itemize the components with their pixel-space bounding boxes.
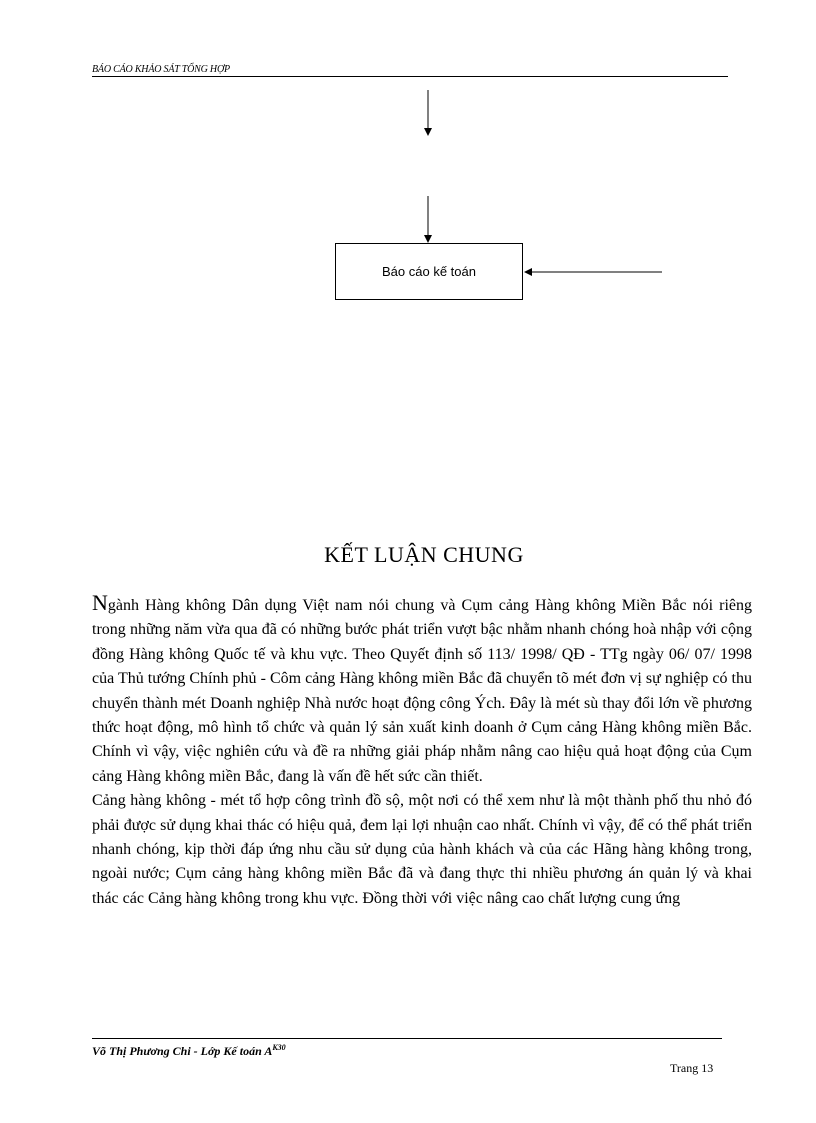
header-title: BÁO CÁO KHẢO SÁT TỔNG HỢP [92,64,230,75]
drop-cap: N [92,590,108,615]
footer-author [92,1043,286,1059]
paragraph-1 [92,592,752,789]
page-number: Trang 13 [670,1061,714,1075]
author-name: Võ Thị Phương Chi - Lớp Kế toán A [92,1044,273,1058]
footer-divider [92,1038,722,1039]
accounting-report-label: Báo cáo kế toán [382,264,476,279]
body-text [92,592,752,911]
paragraph-2: Cảng hàng không - mét tổ hợp công trình đồ sộ, một nơi có thể xem như là một thành phố thu nhỏ đó phải được sử dụng khai thác có hiệu quả, đem lại lợi nhuận cao nhất. Chính vì vậy, để có thể phát triển nhanh chóng, kịp thời đáp ứng nhu cầu sử dụng của hành khách và của các Hãng hàng không trong, ngoài nước; Cụm cảng hàng không miền Bắc đã và đang thực thi nhiều phương án quản lý và khai thác các Cảng hàng không trong khu vực. Đồng thời với việc nâng cao chất lượng cung ứng [92,792,752,907]
paragraph-1-text: gành Hàng không Dân dụng Việt nam nói chung và Cụm cảng Hàng không Miền Bắc nói riêng trong những năm vừa qua đã có những bước phát triển vượt bậc nhằm nhanh chóng hoà nhập với cộng đồng Hàng không Quốc tế và khu vực. Theo Quyết định số 113/ 1998/ QĐ - TTg ngày 06/ 07/ 1998 của Thủ tướng Chính phủ - Côm cảng Hàng không miền Bắc đã chuyển tõ mét đơn vị sự nghiệp có thu chuyển thành mét Doanh nghiệp Nhà nước hoạt động công Ých. Đây là mét sù thay đổi lớn về phương thức hoạt động, mô hình tổ chức và quản lý sản xuất kinh doanh ở Cụm cảng Hàng không miền Bắc. Chính vì vậy, việc nghiên cứu và đề ra những giải pháp nhằm nâng cao hiệu quả hoạt động của Cụm cảng Hàng không miền Bắc, đang là vấn đề hết sức cần thiết. [92,597,752,785]
section-title: KẾT LUẬN CHUNG [324,542,524,567]
class-superscript: K30 [272,1043,286,1052]
accounting-report-box [335,243,523,300]
